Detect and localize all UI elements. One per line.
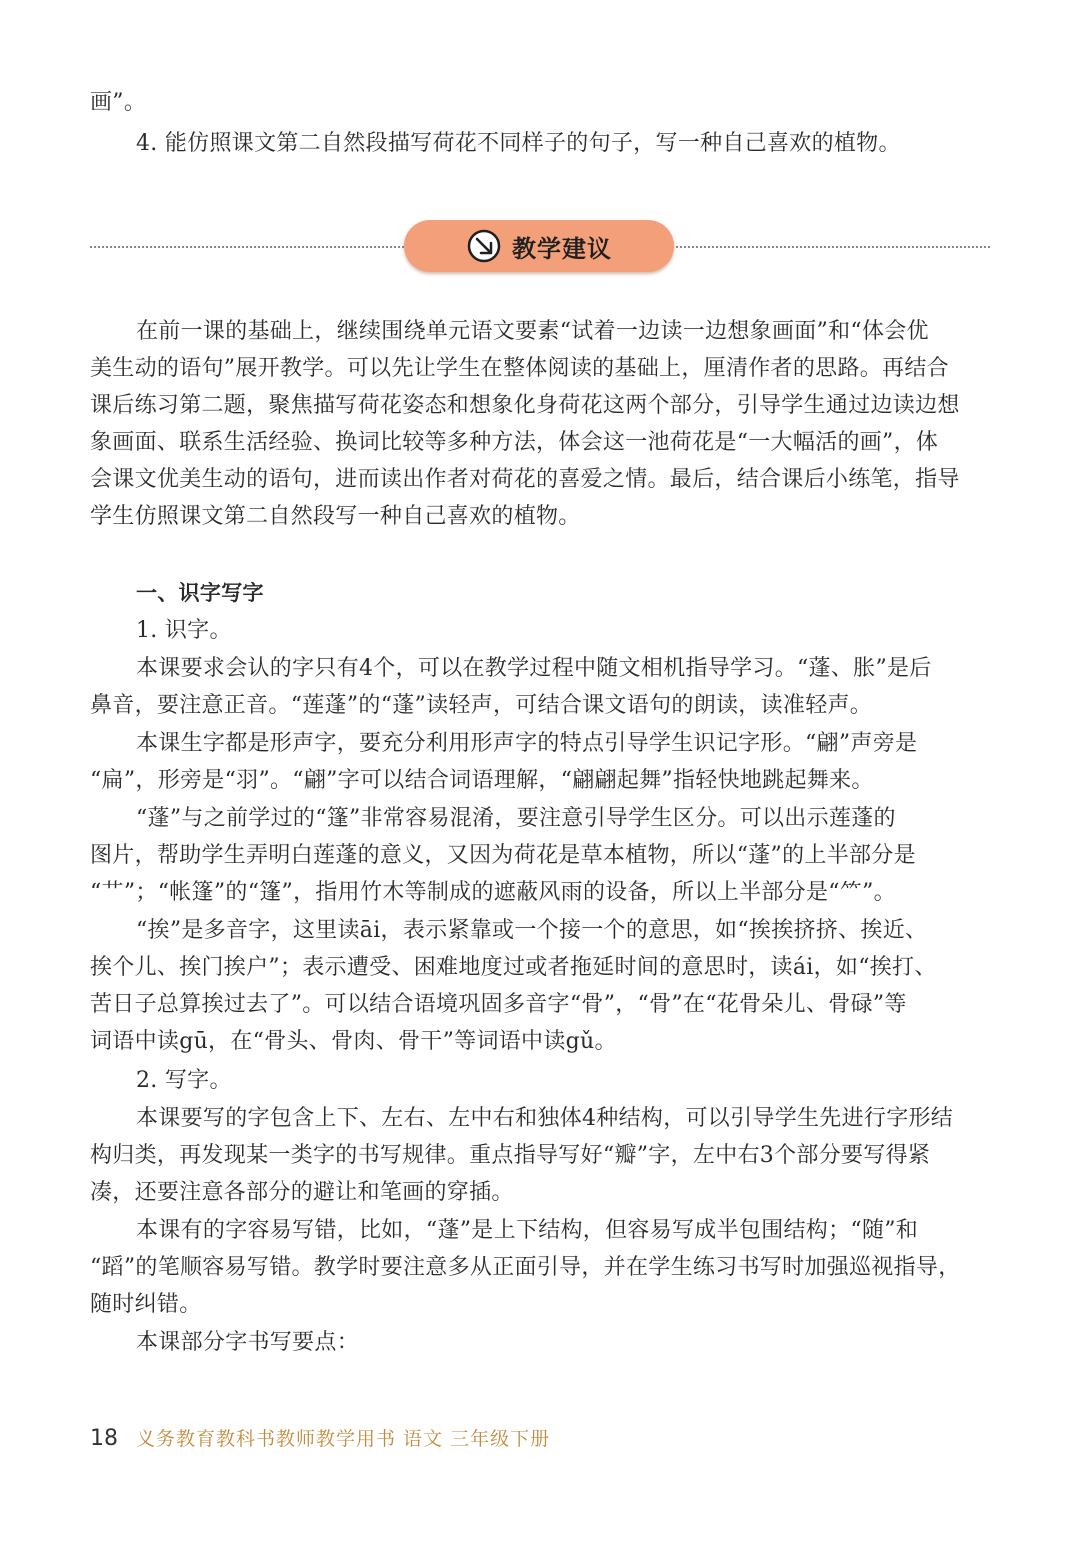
paragraph-line: 苦日子总算挨过去了”。可以结合语境巩固多音字“骨”，“骨”在“花骨朵儿、骨碌”等 (90, 992, 907, 1017)
page-footer (90, 1424, 550, 1464)
section-banner (404, 220, 674, 272)
paragraph-line: 图片，帮助学生弄明白莲蓬的意义，又因为荷花是草本植物，所以“蓬”的上半部分是 (90, 843, 916, 868)
section-banner-title: 教学建议 (512, 234, 612, 263)
arrow-down-right-circle-icon (466, 228, 502, 264)
paragraph-line: 本课有的字容易写错，比如，“蓬”是上下结构，但容易写成半包围结构；“随”和 (136, 1218, 919, 1243)
paragraph-line: 课后练习第二题，聚焦描写荷花姿态和想象化身荷花这两个部分，引导学生通过边读边想 (90, 393, 960, 418)
paragraph-line: “蹈”的笔顺容易写错。教学时要注意多从正面引导，并在学生练习书写时加强巡视指导， (90, 1255, 961, 1280)
paragraph-line: 鼻音，要注意正音。“莲蓬”的“蓬”读轻声，可结合课文语句的朗读，读准轻声。 (90, 693, 873, 718)
dotted-divider-right (672, 246, 990, 248)
header-line: 4. 能仿照课文第二自然段描写荷花不同样子的句子，写一种自己喜欢的植物。 (136, 131, 901, 156)
dotted-divider-left (90, 246, 408, 248)
paragraph-line: 本课部分字书写要点： (136, 1330, 360, 1355)
book-title: 义务教育教科书教师教学用书 语文 三年级下册 (136, 1428, 551, 1450)
paragraph-line: 学生仿照课文第二自然段写一种自己喜欢的植物。 (90, 504, 581, 529)
header-line: 画”。 (90, 90, 147, 115)
paragraph-line: 词语中读gū，在“骨头、骨肉、骨干”等词语中读gǔ。 (90, 1029, 617, 1054)
paragraph-line: 随时纠错。 (90, 1292, 202, 1317)
page-number: 18 (90, 1426, 118, 1451)
paragraph-line: “蓬”与之前学过的“篷”非常容易混淆，要注意引导学生区分。可以出示莲蓬的 (136, 806, 896, 831)
paragraph-line: 凑，还要注意各部分的避让和笔画的穿插。 (90, 1180, 514, 1205)
paragraph-line: 象画面、联系生活经验、换词比较等多种方法，体会这一池荷花是“一大幅活的画”，体 (90, 430, 939, 455)
subheading: 2. 写字。 (136, 1068, 232, 1093)
paragraph-line: 本课要求会认的字只有4个，可以在教学过程中随文相机指导学习。“蓬、胀”是后 (136, 656, 932, 681)
paragraph-line: 本课生字都是形声字，要充分利用形声字的特点引导学生识记字形。“翩”声旁是 (136, 731, 918, 756)
subheading: 1. 识字。 (136, 618, 232, 643)
paragraph-line: 本课要写的字包含上下、左右、左中右和独体4种结构，可以引导学生先进行字形结 (136, 1106, 954, 1131)
paragraph-line: 美生动的语句”展开教学。可以先让学生在整体阅读的基础上，厘清作者的思路。再结合 (90, 356, 949, 381)
paragraph-line: 挨个儿、挨门挨户”；表示遭受、困难地度过或者拖延时间的意思时，读ái，如“挨打、 (90, 955, 937, 980)
section-heading: 一、识字写字 (136, 581, 264, 605)
paragraph-line: “艹”；“帐篷”的“篷”，指用竹木等制成的遮蔽风雨的设备，所以上半部分是“⺮”。 (90, 880, 896, 905)
paragraph-line: “扁”，形旁是“羽”。“翩”字可以结合词语理解，“翩翩起舞”指轻快地跳起舞来。 (90, 768, 874, 793)
paragraph-line: 会课文优美生动的语句，进而读出作者对荷花的喜爱之情。最后，结合课后小练笔，指导 (90, 467, 960, 492)
paragraph-line: 构归类，再发现某一类字的书写规律。重点指导写好“瓣”字，左中右3个部分要写得紧 (90, 1143, 931, 1168)
paragraph-line: 在前一课的基础上，继续围绕单元语文要素“试着一边读一边想象画面”和“体会优 (136, 319, 929, 344)
paragraph-line: “挨”是多音字，这里读āi，表示紧靠或一个接一个的意思，如“挨挨挤挤、挨近、 (136, 918, 928, 943)
